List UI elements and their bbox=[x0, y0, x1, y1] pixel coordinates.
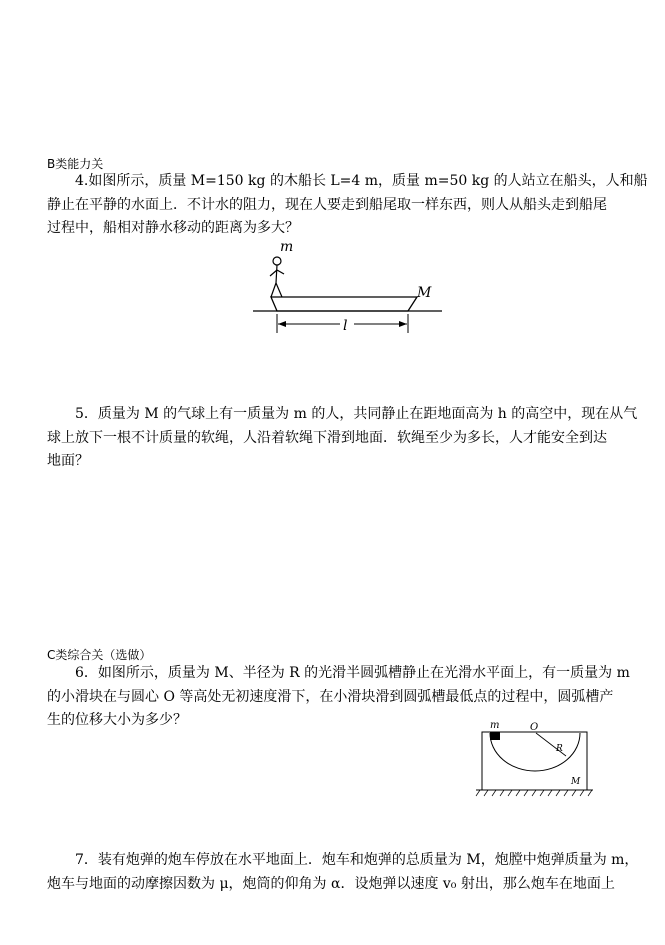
question-5-line-3: 地面？ bbox=[47, 453, 89, 469]
arrowhead-right-icon bbox=[399, 321, 407, 327]
boat-hull bbox=[271, 297, 417, 311]
question-4-line-3: 过程中，船相对静水移动的距离为多大？ bbox=[47, 220, 299, 236]
groove-figure-label-m: m bbox=[490, 720, 500, 731]
section-b-title: B类能力关 bbox=[47, 157, 104, 171]
boat-figure-label-l: l bbox=[343, 318, 348, 334]
question-4 bbox=[47, 170, 648, 241]
groove-figure-label-M: M bbox=[571, 777, 581, 787]
question-5-line-1: 5．质量为 M 的气球上有一质量为 m 的人，共同静止在距地面高为 h 的高空中，现在从气 bbox=[75, 406, 638, 422]
question-7-line-2: 炮车与地面的动摩擦因数为 μ，炮筒的仰角为 α．设炮弹以速度 v₀ 射出，那么炮车在地面上 bbox=[47, 875, 615, 892]
question-6-line-1: 6．如图所示，质量为 M、半径为 R 的光滑半圆弧槽静止在光滑水平面上，有一质量为 m bbox=[75, 665, 630, 681]
question-6-line-2: 的小滑块在与圆心 O 等高处无初速度滑下，在小滑块滑到圆弧槽最低点的过程中，圆弧槽产 bbox=[47, 688, 614, 705]
ground-hatching bbox=[476, 790, 592, 796]
question-5 bbox=[47, 403, 638, 474]
slider-block bbox=[490, 732, 500, 740]
boat-figure-label-m: m bbox=[280, 239, 294, 255]
question-5-line-2: 球上放下一根不计质量的软绳，人沿着软绳下滑到地面．软绳至少为多长，人才能安全到达 bbox=[47, 429, 607, 446]
arrowhead-left-icon bbox=[278, 321, 286, 327]
question-7-line-1: 7．装有炮弹的炮车停放在水平地面上．炮车和炮弹的总质量为 M，炮膛中炮弹质量为 m， bbox=[75, 852, 639, 868]
question-4-line-1: 4.如图所示，质量 M=150 kg 的木船长 L=4 m，质量 m=50 kg 的人站立在船头，人和船 bbox=[75, 173, 648, 189]
groove-figure-label-R: R bbox=[556, 744, 563, 754]
question-4-line-2: 静止在平静的水面上．不计水的阻力，现在人要走到船尾取一样东西，则人从船头走到船尾 bbox=[47, 196, 607, 213]
person-icon bbox=[270, 257, 284, 297]
groove-arc bbox=[490, 733, 580, 771]
groove-figure-label-O: O bbox=[530, 722, 539, 733]
boat-figure-label-M: M bbox=[417, 285, 432, 301]
question-7 bbox=[47, 849, 639, 896]
question-6-line-3: 生的位移大小为多少？ bbox=[47, 712, 187, 728]
semicircle-groove-figure bbox=[472, 718, 597, 798]
boat-figure bbox=[250, 238, 445, 338]
section-c-title: C类综合关（选做） bbox=[47, 648, 152, 662]
